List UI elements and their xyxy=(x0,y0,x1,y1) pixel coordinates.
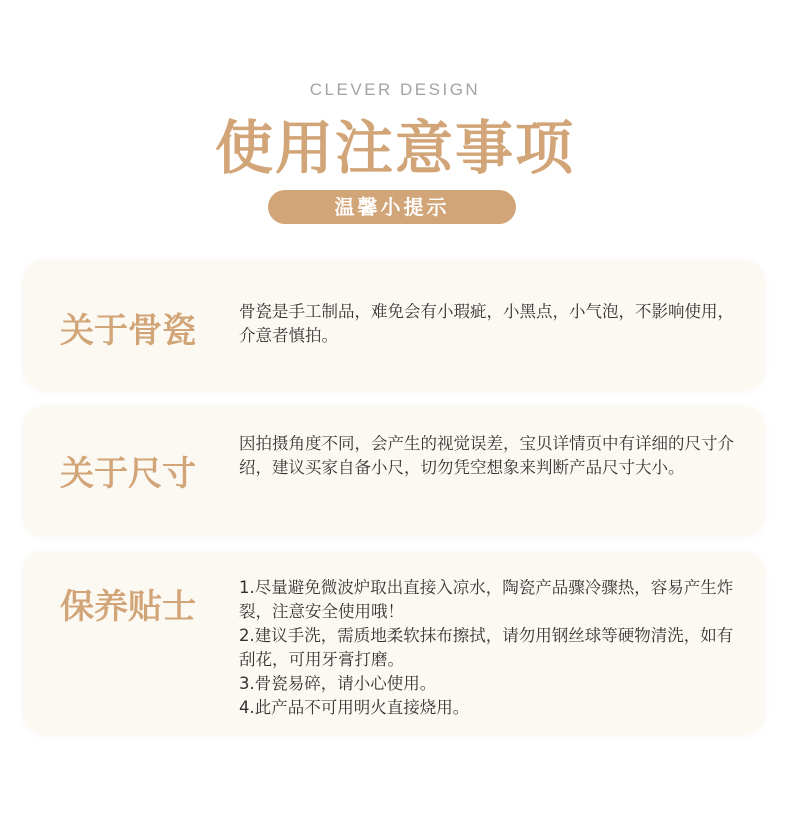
care-tip-item: 3.骨瓷易碎，请小心使用。 xyxy=(239,674,437,693)
care-tip-item: 2.建议手洗，需质地柔软抹布擦拭，请勿用钢丝球等硬物清洗，如有刮花，可用牙膏打磨。 xyxy=(239,626,734,669)
card-label: 关于骨瓷 xyxy=(60,311,196,351)
card-bone-china xyxy=(23,260,765,390)
card-body xyxy=(239,300,739,348)
page-title: 使用注意事项 xyxy=(214,114,575,182)
card-body xyxy=(239,576,739,720)
care-tip-item: 1.尽量避免微波炉取出直接入凉水，陶瓷产品骤冷骤热，容易产生炸裂，注意安全使用哦！ xyxy=(239,578,734,621)
eyebrow-text: CLEVER DESIGN xyxy=(309,80,481,99)
care-tip-item: 4.此产品不可用明火直接烧用。 xyxy=(239,698,470,717)
card-care-tips xyxy=(23,551,765,734)
card-body xyxy=(239,432,739,480)
tip-badge: 温馨小提示 xyxy=(268,190,516,224)
card-paragraph: 骨瓷是手工制品，难免会有小瑕疵，小黑点，小气泡，不影响使用，介意者慎拍。 xyxy=(239,302,734,345)
card-paragraph: 因拍摄角度不同，会产生的视觉误差，宝贝详情页中有详细的尺寸介绍，建议买家自备小尺，切勿凭空想象来判断产品尺寸大小。 xyxy=(239,434,734,477)
card-label: 保养贴士 xyxy=(60,587,196,627)
card-size xyxy=(23,406,765,536)
card-label: 关于尺寸 xyxy=(60,454,196,494)
